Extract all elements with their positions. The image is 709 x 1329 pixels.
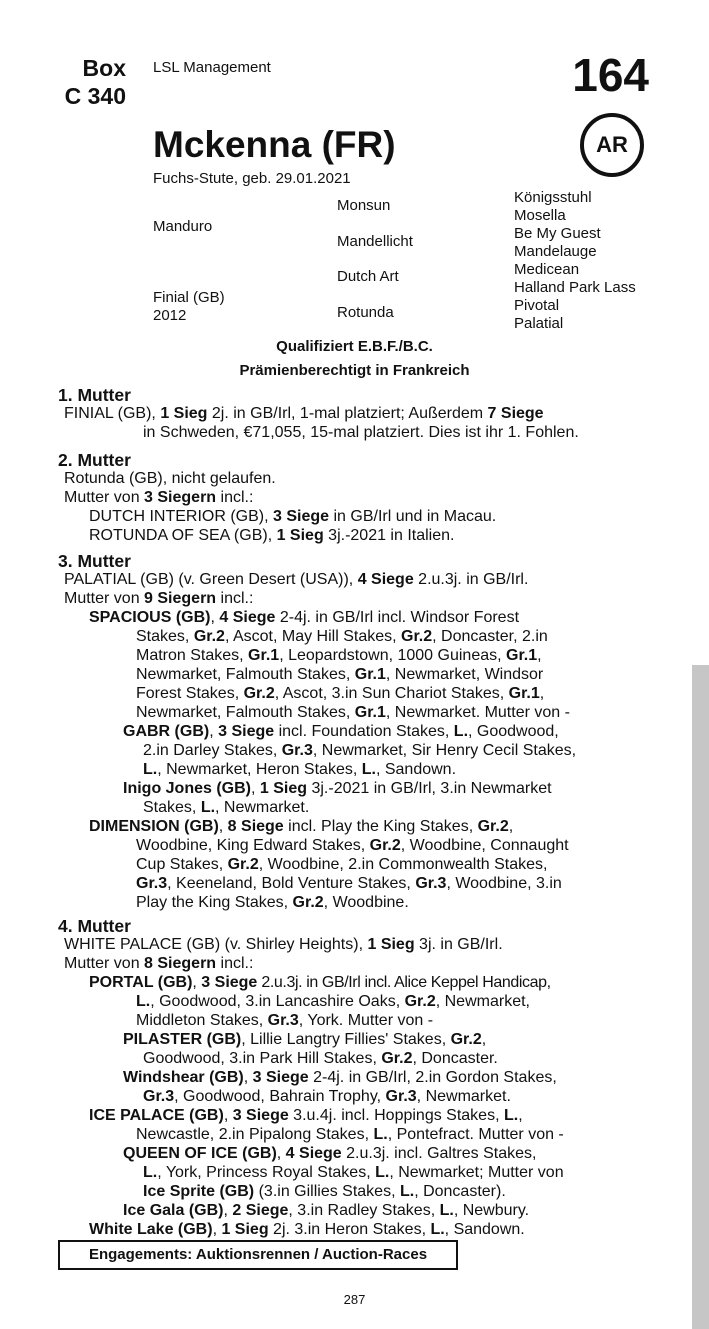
- pedigree-gen3-item: Palatial: [514, 315, 564, 332]
- horse-description: Fuchs-Stute, geb. 29.01.2021: [153, 170, 351, 187]
- section-second-dam: [58, 451, 649, 545]
- text-line: Newcastle, 2.in Pipalong Stakes, L., Pontefract. Mutter von -: [136, 1126, 564, 1143]
- ar-badge: AR: [580, 113, 644, 177]
- text-line: DUTCH INTERIOR (GB), 3 Siege in GB/Irl und in Macau.: [89, 508, 497, 525]
- pedigree-gen3-item: Halland Park Lass: [514, 279, 636, 296]
- text-line: L., Newmarket, Heron Stakes, L., Sandown.: [143, 761, 457, 778]
- pedigree-gen2: Dutch Art: [337, 268, 399, 285]
- pedigree-gen2: Rotunda: [337, 304, 394, 321]
- text-line: 2.in Darley Stakes, Gr.3, Newmarket, Sir Henry Cecil Stakes,: [143, 742, 577, 759]
- box-label: [60, 54, 126, 110]
- section-title: 3. Mutter: [58, 551, 131, 571]
- text-line: L., Goodwood, 3.in Lancashire Oaks, Gr.2, Newmarket,: [136, 993, 530, 1010]
- text-line: Mutter von 3 Siegern incl.:: [64, 489, 254, 506]
- lot-number: 164: [572, 49, 649, 101]
- engagements-box: Engagements: Auktionsrennen / Auction-Races: [58, 1240, 458, 1270]
- text-line: Inigo Jones (GB), 1 Sieg 3j.-2021 in GB/Irl, 3.in Newmarket: [123, 780, 552, 797]
- text-line: PALATIAL (GB) (v. Green Desert (USA)), 4 Siege 2.u.3j. in GB/Irl.: [64, 571, 529, 588]
- text-line: WHITE PALACE (GB) (v. Shirley Heights), 1 Sieg 3j. in GB/Irl.: [64, 936, 503, 953]
- pedigree-dam-year: 2012: [153, 307, 187, 324]
- offspring-dimension: [58, 817, 649, 912]
- pedigree-gen3-item: Be My Guest: [514, 225, 601, 242]
- text-line: Stakes, Gr.2, Ascot, May Hill Stakes, Gr.2, Doncaster, 2.in: [136, 628, 548, 645]
- text-line: SPACIOUS (GB), 4 Siege 2-4j. in GB/Irl incl. Windsor Forest: [89, 609, 520, 626]
- text-line: Cup Stakes, Gr.2, Woodbine, 2.in Commonwealth Stakes,: [136, 856, 548, 873]
- text-line: DIMENSION (GB), 8 Siege incl. Play the King Stakes, Gr.2,: [89, 818, 514, 835]
- text-line: Rotunda (GB), nicht gelaufen.: [64, 470, 276, 487]
- text-line: ROTUNDA OF SEA (GB), 1 Sieg 3j.-2021 in Italien.: [89, 527, 455, 544]
- qualification-ebf: Qualifiziert E.B.F./B.C.: [276, 338, 433, 355]
- text-line: PILASTER (GB), Lillie Langtry Fillies' Stakes, Gr.2,: [123, 1031, 487, 1048]
- offspring-ice-palace: [58, 1106, 649, 1144]
- text-line: QUEEN OF ICE (GB), 4 Siege 2.u.3j. incl. Galtres Stakes,: [123, 1145, 537, 1162]
- text-line: Newmarket, Falmouth Stakes, Gr.1, Newmarket. Mutter von -: [136, 704, 570, 721]
- pedigree-gen3-item: Pivotal: [514, 297, 560, 314]
- pedigree-gen3-item: Mosella: [514, 207, 566, 224]
- text-line: Gr.3, Goodwood, Bahrain Trophy, Gr.3, Newmarket.: [143, 1088, 511, 1105]
- text-line: Middleton Stakes, Gr.3, York. Mutter von -: [136, 1012, 434, 1029]
- box-line-2: C 340: [64, 83, 126, 109]
- offspring-inigo-jones: [58, 779, 649, 817]
- pedigree-gen2: Mandellicht: [337, 233, 413, 250]
- section-fourth-dam: [58, 917, 649, 1239]
- text-line: Mutter von 9 Siegern incl.:: [64, 590, 254, 607]
- pedigree-gen3: [514, 189, 636, 333]
- offspring-ice-gala: [58, 1201, 649, 1220]
- text-line: Newmarket, Falmouth Stakes, Gr.1, Newmarket, Windsor: [136, 666, 544, 683]
- text-line: Ice Sprite (GB) (3.in Gillies Stakes, L., Doncaster).: [143, 1183, 506, 1200]
- text-line: Stakes, L., Newmarket.: [143, 799, 310, 816]
- offspring-spacious: [58, 608, 649, 722]
- text-line: GABR (GB), 3 Siege incl. Foundation Stakes, L., Goodwood,: [123, 723, 559, 740]
- section-title: 4. Mutter: [58, 916, 131, 936]
- text-line: ICE PALACE (GB), 3 Siege 3.u.4j. incl. Hoppings Stakes, L.,: [89, 1107, 523, 1124]
- section-third-dam: [58, 552, 649, 912]
- qualification-france: Prämienberechtigt in Frankreich: [239, 362, 470, 379]
- text-line: Play the King Stakes, Gr.2, Woodbine.: [136, 894, 409, 911]
- text-line: in Schweden, €71,055, 15-mal platziert. Dies ist ihr 1. Fohlen.: [143, 424, 579, 441]
- page-number: 287: [343, 1292, 366, 1307]
- box-line-1: Box: [82, 55, 126, 81]
- text-line: Windshear (GB), 3 Siege 2-4j. in GB/Irl, 2.in Gordon Stakes,: [123, 1069, 557, 1086]
- text-line: L., York, Princess Royal Stakes, L., Newmarket; Mutter von: [143, 1164, 564, 1181]
- section-title: 2. Mutter: [58, 450, 131, 470]
- side-tab: [692, 665, 709, 1329]
- pedigree-gen3-item: Mandelauge: [514, 243, 597, 260]
- text-line: Ice Gala (GB), 2 Siege, 3.in Radley Stakes, L., Newbury.: [123, 1202, 530, 1219]
- offspring-queen-of-ice: [58, 1144, 649, 1201]
- offspring-portal: [58, 973, 649, 1030]
- offspring-windshear: [58, 1068, 649, 1106]
- consignor: LSL Management: [153, 59, 271, 76]
- section-title: 1. Mutter: [58, 385, 131, 405]
- horse-name: Mckenna (FR): [153, 124, 396, 165]
- pedigree-gen2: Monsun: [337, 197, 391, 214]
- text-line: Forest Stakes, Gr.2, Ascot, 3.in Sun Chariot Stakes, Gr.1,: [136, 685, 545, 702]
- pedigree-gen3-item: Königsstuhl: [514, 189, 592, 206]
- pedigree-sire: Manduro: [153, 218, 213, 235]
- offspring-pilaster: [58, 1030, 649, 1068]
- text-line: Woodbine, King Edward Stakes, Gr.2, Woodbine, Connaught: [136, 837, 569, 854]
- text-line: PORTAL (GB), 3 Siege 2.u.3j. in GB/Irl incl. Alice Keppel Handicap,: [89, 974, 551, 991]
- text-line: Matron Stakes, Gr.1, Leopardstown, 1000 Guineas, Gr.1,: [136, 647, 542, 664]
- text-line: Goodwood, 3.in Park Hill Stakes, Gr.2, Doncaster.: [143, 1050, 498, 1067]
- text-line: Mutter von 8 Siegern incl.:: [64, 955, 254, 972]
- pedigree-gen3-item: Medicean: [514, 261, 580, 278]
- section-first-dam: [58, 386, 649, 442]
- pedigree-dam: [153, 289, 225, 325]
- pedigree-dam-name: Finial (GB): [153, 289, 225, 306]
- offspring-white-lake: [58, 1220, 649, 1239]
- offspring-gabr: [58, 722, 649, 779]
- text-line: FINIAL (GB), 1 Sieg 2j. in GB/Irl, 1-mal platziert; Außerdem 7 Siege: [64, 405, 544, 422]
- text-line: Gr.3, Keeneland, Bold Venture Stakes, Gr.3, Woodbine, 3.in: [136, 875, 562, 892]
- text-line: White Lake (GB), 1 Sieg 2j. 3.in Heron Stakes, L., Sandown.: [89, 1221, 525, 1238]
